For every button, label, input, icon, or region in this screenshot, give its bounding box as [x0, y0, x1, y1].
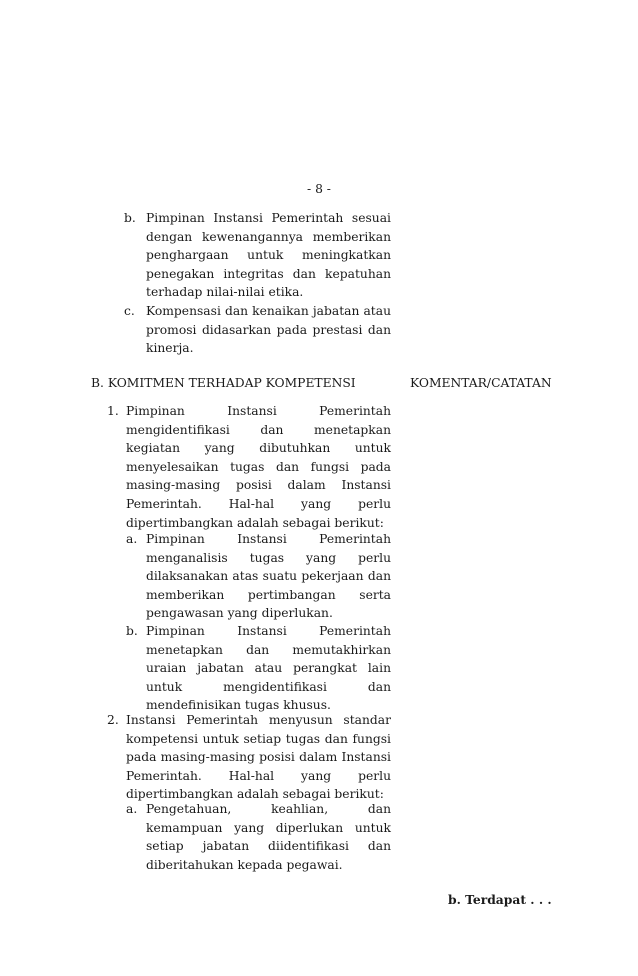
page-number: - 8 - — [307, 182, 331, 196]
page-footer-continuation: b. Terdapat . . . — [448, 892, 552, 907]
text-line: diberitahukan kepada pegawai. — [146, 857, 343, 872]
text-line: Pimpinan Instansi Pemerintah sesuai — [146, 211, 391, 225]
text-line: menetapkan dan memutakhirkan — [146, 642, 391, 657]
text-line: mendefinisikan tugas khusus. — [146, 698, 331, 713]
text-line: setiap jabatan diidentifikasi dan — [146, 839, 391, 854]
text-line: dengan kewenangannya memberikan — [146, 229, 391, 244]
text-line: untuk mengidentifikasi dan — [146, 679, 391, 694]
text-line: dipertimbangkan adalah sebagai berikut: — [126, 515, 384, 530]
list-label: 2. — [107, 713, 119, 727]
section-heading: B. KOMITMEN TERHADAP KOMPETENSI — [91, 376, 356, 390]
text-line: dilaksanakan atas suatu pekerjaan dan — [146, 569, 391, 584]
list-label: a. — [126, 802, 138, 816]
list-label: b. — [124, 211, 136, 225]
text-line: Instansi Pemerintah menyusun standar — [126, 713, 391, 727]
text-line: pada masing-masing posisi dalam Instansi — [126, 750, 391, 765]
text-line: kompetensi untuk setiap tugas dan fungsi — [126, 731, 391, 746]
text-line: Pemerintah. Hal-hal yang perlu — [126, 496, 391, 511]
text-line: memberikan pertimbangan serta — [146, 587, 391, 602]
text-line: Pimpinan Instansi Pemerintah — [146, 532, 391, 546]
text-line: penghargaan untuk meningkatkan — [146, 248, 391, 263]
text-line: Pengetahuan, keahlian, dan — [146, 802, 391, 816]
text-line: Pimpinan Instansi Pemerintah — [146, 624, 391, 638]
text-line: Kompensasi dan kenaikan jabatan atau — [146, 304, 391, 318]
text-line: kegiatan yang dibutuhkan untuk — [126, 441, 391, 456]
list-label: a. — [126, 532, 138, 546]
text-line: Pimpinan Instansi Pemerintah — [126, 404, 391, 418]
text-line: kinerja. — [146, 341, 194, 356]
text-line: Pemerintah. Hal-hal yang perlu — [126, 768, 391, 783]
list-label: c. — [124, 304, 135, 318]
text-line: penegakan integritas dan kepatuhan — [146, 266, 391, 281]
text-line: mengidentifikasi dan menetapkan — [126, 422, 391, 437]
text-line: dipertimbangkan adalah sebagai berikut: — [126, 787, 384, 802]
text-line: promosi didasarkan pada prestasi dan — [146, 322, 391, 337]
list-label: 1. — [107, 404, 119, 418]
text-line: kemampuan yang diperlukan untuk — [146, 820, 391, 835]
text-line: terhadap nilai-nilai etika. — [146, 285, 304, 300]
list-label: b. — [126, 624, 138, 638]
text-line: masing-masing posisi dalam Instansi — [126, 478, 391, 493]
komentar-heading: KOMENTAR/CATATAN — [410, 376, 552, 390]
text-line: uraian jabatan atau perangkat lain — [146, 661, 391, 676]
text-line: menganalisis tugas yang perlu — [146, 550, 391, 565]
text-line: pengawasan yang diperlukan. — [146, 606, 333, 621]
text-line: menyelesaikan tugas dan fungsi pada — [126, 459, 391, 474]
